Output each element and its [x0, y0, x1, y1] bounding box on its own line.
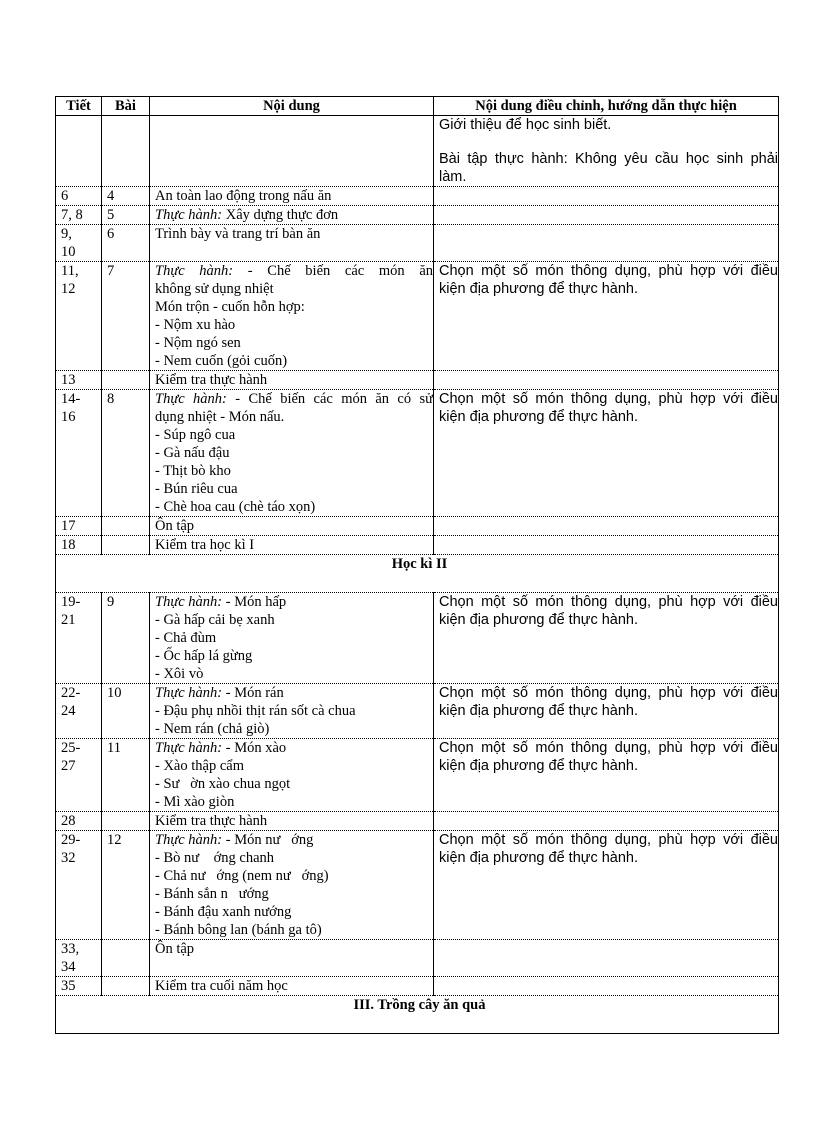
lesson-content: Thực hành: - Chế biến các món ăn có sử dụng nhiệt - Món nấu. - Súp ngô cua - Gà nấu đậu - Thịt bò kho - Bún riêu cua - Chè hoa cau (chè táo xọn) — [150, 390, 434, 517]
lesson-number: 12 — [102, 831, 150, 940]
table-row — [56, 390, 779, 517]
adjustment-note: Chọn một số món thông dụng, phù hợp với điều kiện địa phương để thực hành. — [434, 593, 779, 684]
lesson-period: 7, 8 — [56, 206, 102, 225]
header-bai: Bài — [102, 97, 150, 116]
lesson-content: An toàn lao động trong nấu ăn — [150, 187, 434, 206]
section-row — [56, 996, 779, 1034]
lesson-period: 18 — [56, 536, 102, 555]
lesson-period: 14- 16 — [56, 390, 102, 517]
lesson-content: Kiểm tra cuối năm học — [150, 977, 434, 996]
adjustment-note: Chọn một số món thông dụng, phù hợp với điều kiện địa phương để thực hành. — [434, 831, 779, 940]
lesson-content: Thực hành: - Chế biến các món ăn không sử dụng nhiệt Món trộn - cuốn hỗn hợp: - Nộm xu hào - Nộm ngó sen - Nem cuốn (gỏi cuốn) — [150, 262, 434, 371]
lesson-number — [102, 517, 150, 536]
section-heading-iii: III. Trồng cây ăn quả — [56, 996, 779, 1034]
lesson-content: Kiểm tra thực hành — [150, 812, 434, 831]
table-row — [56, 225, 779, 262]
lesson-content: Ôn tập — [150, 940, 434, 977]
lesson-number: 7 — [102, 262, 150, 371]
lesson-number — [102, 812, 150, 831]
section-row — [56, 555, 779, 593]
table-row — [56, 371, 779, 390]
lesson-period: 33, 34 — [56, 940, 102, 977]
lesson-period: 29- 32 — [56, 831, 102, 940]
header-noi-dung: Nội dung — [150, 97, 434, 116]
lesson-content: Thực hành: Xây dựng thực đơn — [150, 206, 434, 225]
lesson-number — [102, 536, 150, 555]
lesson-number: 10 — [102, 684, 150, 739]
header-tiet: Tiết — [56, 97, 102, 116]
lesson-content: Thực hành: - Món xào - Xào thập cẩm - Sư ờn xào chua ngọt - Mì xào giòn — [150, 739, 434, 812]
lesson-number: 11 — [102, 739, 150, 812]
lesson-period: 11, 12 — [56, 262, 102, 371]
section-heading-hk2: Học kì II — [56, 555, 779, 593]
lesson-period: 28 — [56, 812, 102, 831]
table-row — [56, 831, 779, 940]
lesson-number: 9 — [102, 593, 150, 684]
table-row — [56, 940, 779, 977]
adjustment-note: Giới thiệu để học sinh biết. Bài tập thực hành: Không yêu cầu học sinh phải làm. — [434, 116, 779, 187]
lesson-period: 25- 27 — [56, 739, 102, 812]
table-row — [56, 536, 779, 555]
header-dieu-chinh: Nội dung điều chỉnh, hướng dẫn thực hiện — [434, 97, 779, 116]
lesson-content: Kiểm tra thực hành — [150, 371, 434, 390]
adjustment-note: Chọn một số món thông dụng, phù hợp với điều kiện địa phương để thực hành. — [434, 390, 779, 517]
lesson-content: Thực hành: - Món nư ớng - Bò nư ớng chanh - Chả nư ớng (nem nư ớng) - Bánh sắn n ướng - Bánh đậu xanh nướng - Bánh bông lan (bánh ga tô) — [150, 831, 434, 940]
lesson-number — [102, 940, 150, 977]
lesson-period: 6 — [56, 187, 102, 206]
lesson-period: 22- 24 — [56, 684, 102, 739]
lesson-period: 17 — [56, 517, 102, 536]
lesson-number — [102, 977, 150, 996]
lesson-number: 4 — [102, 187, 150, 206]
table-header-row — [56, 97, 779, 116]
lesson-number — [102, 371, 150, 390]
adjustment-note: Chọn một số món thông dụng, phù hợp với điều kiện địa phương để thực hành. — [434, 262, 779, 371]
table-row — [56, 593, 779, 684]
adjustment-note: Chọn một số món thông dụng, phù hợp với điều kiện địa phương để thực hành. — [434, 739, 779, 812]
table-row — [56, 206, 779, 225]
lesson-period: 35 — [56, 977, 102, 996]
table-row — [56, 739, 779, 812]
table-row — [56, 262, 779, 371]
lesson-period: 19- 21 — [56, 593, 102, 684]
adjustment-note: Chọn một số món thông dụng, phù hợp với điều kiện địa phương để thực hành. — [434, 684, 779, 739]
lesson-number: 8 — [102, 390, 150, 517]
table-row — [56, 116, 779, 187]
lesson-number: 5 — [102, 206, 150, 225]
lesson-content: Ôn tập — [150, 517, 434, 536]
lesson-content: Trình bày và trang trí bàn ăn — [150, 225, 434, 262]
table-row — [56, 812, 779, 831]
table-row — [56, 517, 779, 536]
lesson-number: 6 — [102, 225, 150, 262]
lesson-period: 9, 10 — [56, 225, 102, 262]
table-row — [56, 684, 779, 739]
lesson-period: 13 — [56, 371, 102, 390]
curriculum-table — [55, 96, 779, 1034]
table-row — [56, 187, 779, 206]
lesson-content: Thực hành: - Món hấp - Gà hấp cải bẹ xanh - Chả đùm - Ốc hấp lá gừng - Xôi vò — [150, 593, 434, 684]
table-row — [56, 977, 779, 996]
lesson-content: Thực hành: - Món rán - Đậu phụ nhồi thịt rán sốt cà chua - Nem rán (chả giò) — [150, 684, 434, 739]
lesson-content: Kiểm tra học kì I — [150, 536, 434, 555]
